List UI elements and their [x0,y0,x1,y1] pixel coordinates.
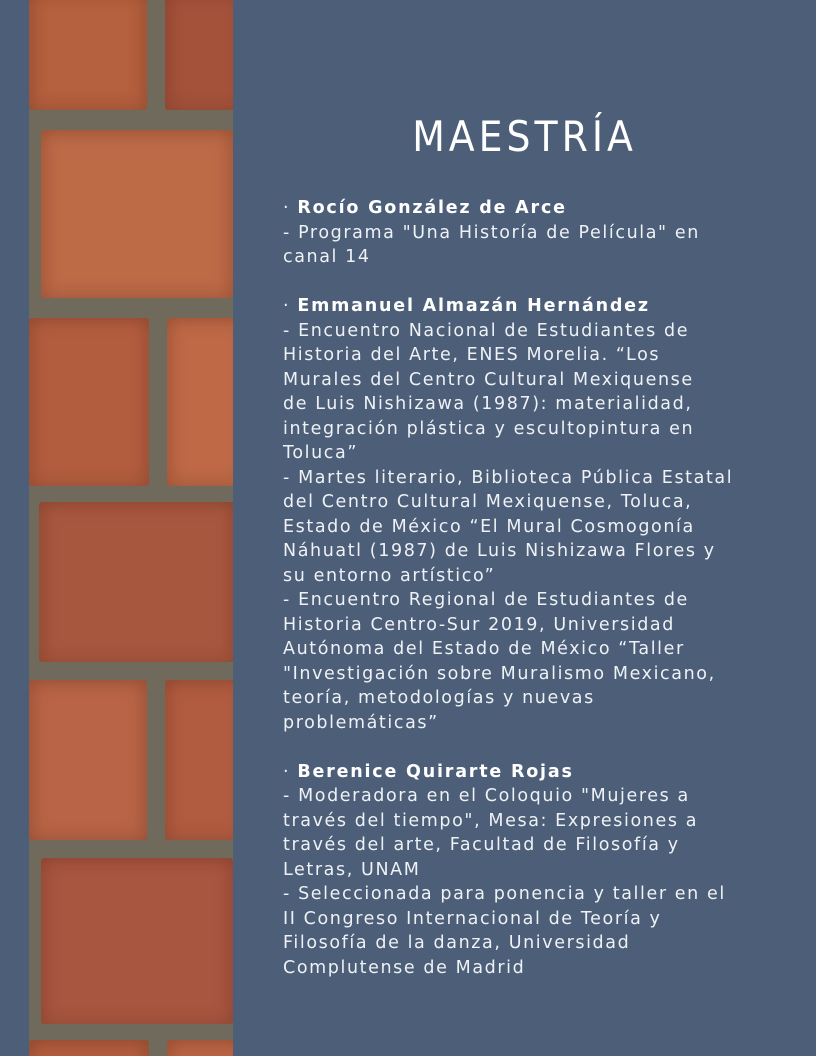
entry-text: Toluca” [283,443,358,463]
page-title: MAESTRÍA [412,112,637,161]
bullet: · [283,296,298,316]
entry-text: su entorno artístico” [283,565,496,586]
brick [165,0,233,110]
entry-text: "Investigación sobre Muralismo Mexicano, [283,663,716,684]
entry-text: integración plástica y escultopintura en [283,418,695,439]
brick [29,1040,149,1056]
brick [167,318,233,486]
entry-text: - Seleccionada para ponencia y taller en el [283,884,726,904]
entry-text: - Encuentro Nacional de Estudiantes de [283,320,690,341]
entry-text: Complutense de Madrid [283,957,526,978]
bullet: · [283,198,298,218]
entry-text: - Encuentro Regional de Estudiantes de [283,590,689,610]
entry-text: Autónoma del Estado de México “Taller [283,639,685,659]
entry-text: Filosofía de la danza, Universidad [283,933,631,953]
list-item [283,294,763,735]
entry-text: Estado de México “El Mural Cosmogonía [283,516,695,537]
entry-text: problemáticas” [283,712,439,733]
brick [167,1040,233,1056]
brick [41,858,233,1024]
entry-text: canal 14 [283,247,371,267]
brick [29,0,147,110]
entry-text: - Martes literario, Biblioteca Pública Estatal [283,467,734,488]
content-list [283,196,763,1005]
entry-text: Murales del Centro Cultural Mexiquense [283,369,694,390]
entry-text: - Moderadora en el Coloquio "Mujeres a [283,786,690,806]
entry-text: II Congreso Internacional de Teoría y [283,908,662,929]
list-item [283,196,763,270]
entry-text: Historia Centro-Sur 2019, Universidad [283,614,675,635]
entry-text: Letras, UNAM [283,859,421,880]
brick [39,502,233,662]
person-name: Emmanuel Almazán Hernández [297,296,650,316]
entry-text: teoría, metodologías y nuevas [283,688,595,708]
entry-text: de Luis Nishizawa (1987): materialidad, [283,394,693,414]
brick [29,318,149,486]
entry-text: través del arte, Facultad de Filosofía y [283,835,680,855]
brick [165,680,233,840]
list-item [283,760,763,981]
entry-text: través del tiempo", Mesa: Expresiones a [283,810,699,831]
person-name: Rocío González de Arce [297,198,567,218]
entry-text: Historia del Arte, ENES Morelia. “Los [283,345,661,365]
brick [29,680,147,840]
entry-text: del Centro Cultural Mexiquense, Toluca, [283,492,693,512]
brick [41,130,233,298]
brick-wall-image [29,0,233,1056]
bullet: · [283,761,298,782]
entry-text: - Programa "Una Historía de Película" en [283,222,700,243]
person-name: Berenice Quirarte Rojas [297,761,574,782]
entry-text: Náhuatl (1987) de Luis Nishizawa Flores y [283,541,716,561]
